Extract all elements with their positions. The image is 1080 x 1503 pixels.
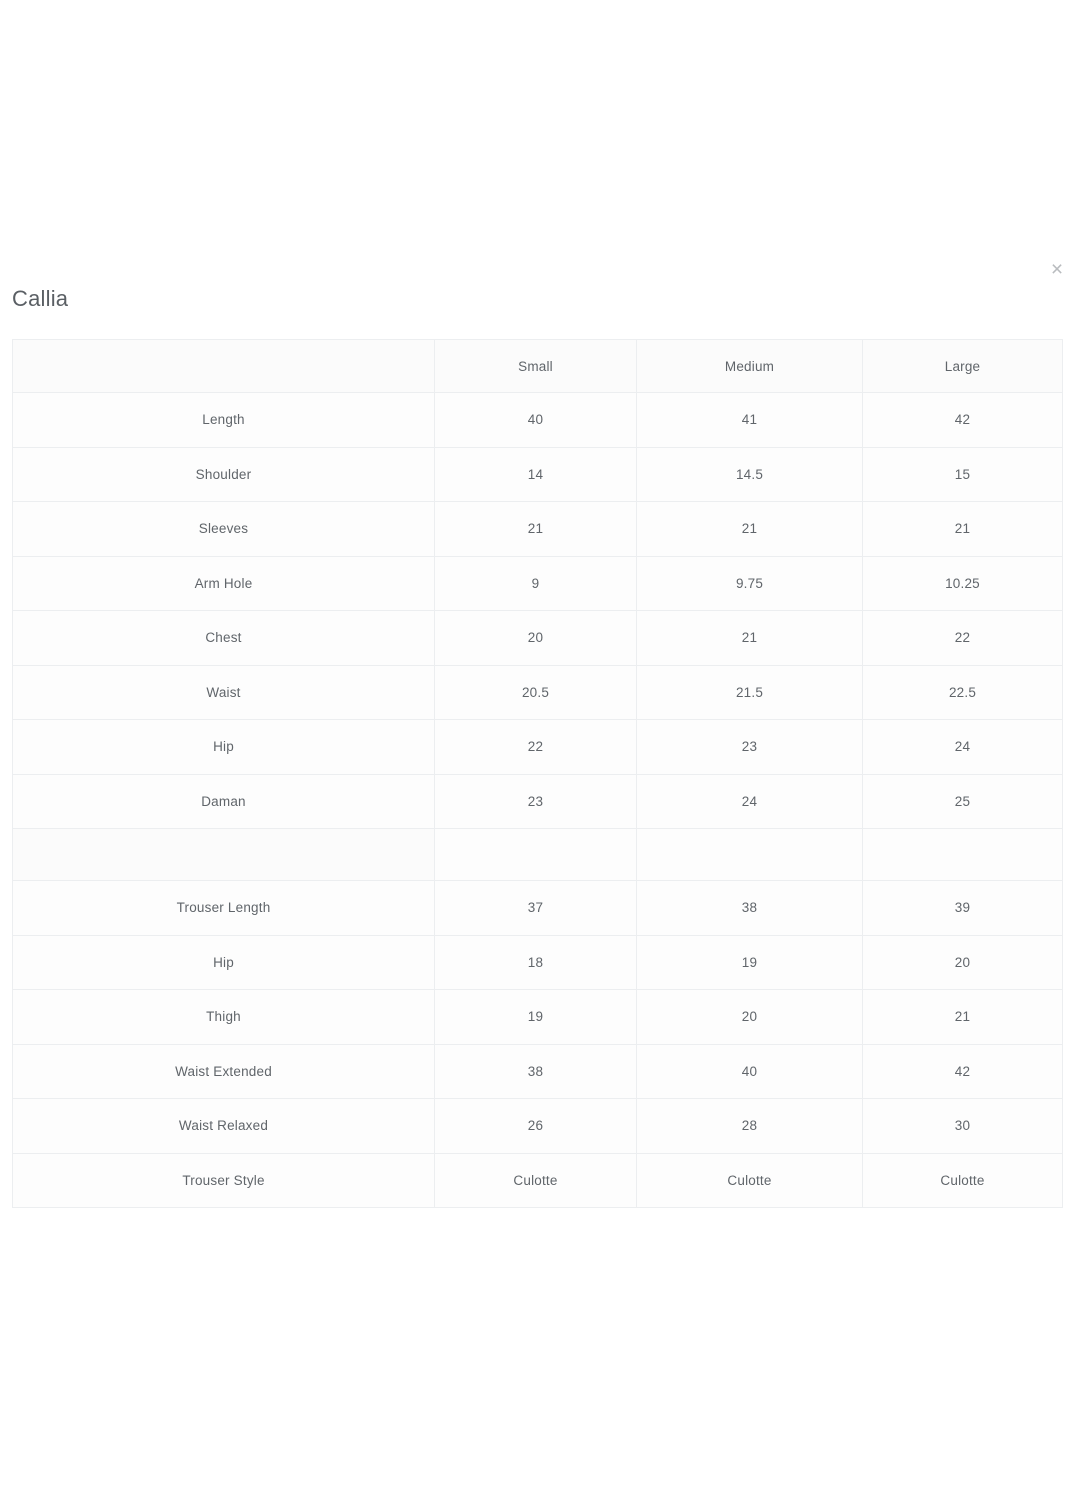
table-row bbox=[13, 1044, 1063, 1099]
row-label: Hip bbox=[13, 935, 435, 990]
cell-large bbox=[863, 829, 1063, 881]
cell-medium bbox=[637, 829, 863, 881]
cell-medium: 19 bbox=[637, 935, 863, 990]
table-row bbox=[13, 1153, 1063, 1208]
cell-medium: 41 bbox=[637, 393, 863, 448]
cell-large: 39 bbox=[863, 881, 1063, 936]
cell-medium: 21.5 bbox=[637, 665, 863, 720]
cell-large: 15 bbox=[863, 447, 1063, 502]
cell-small: 22 bbox=[435, 720, 637, 775]
row-label: Waist bbox=[13, 665, 435, 720]
table-row bbox=[13, 881, 1063, 936]
cell-medium: 24 bbox=[637, 774, 863, 829]
row-label bbox=[13, 829, 435, 881]
row-label: Sleeves bbox=[13, 502, 435, 557]
cell-large: 30 bbox=[863, 1099, 1063, 1154]
cell-medium: 14.5 bbox=[637, 447, 863, 502]
row-label: Waist Extended bbox=[13, 1044, 435, 1099]
row-label: Chest bbox=[13, 611, 435, 666]
table-row bbox=[13, 447, 1063, 502]
table-row bbox=[13, 1099, 1063, 1154]
cell-large: 25 bbox=[863, 774, 1063, 829]
cell-small: 20 bbox=[435, 611, 637, 666]
cell-large: 10.25 bbox=[863, 556, 1063, 611]
cell-small bbox=[435, 829, 637, 881]
row-label: Trouser Style bbox=[13, 1153, 435, 1208]
cell-medium: 21 bbox=[637, 611, 863, 666]
cell-medium: Culotte bbox=[637, 1153, 863, 1208]
cell-small: 14 bbox=[435, 447, 637, 502]
table-row-spacer bbox=[13, 829, 1063, 881]
cell-medium: 20 bbox=[637, 990, 863, 1045]
page-title: Callia bbox=[12, 286, 69, 311]
row-label: Trouser Length bbox=[13, 881, 435, 936]
column-header-medium: Medium bbox=[637, 340, 863, 393]
close-icon[interactable]: × bbox=[1042, 255, 1072, 285]
table-header bbox=[13, 340, 1063, 393]
column-header-measurement bbox=[13, 340, 435, 393]
row-label: Waist Relaxed bbox=[13, 1099, 435, 1154]
cell-small: 19 bbox=[435, 990, 637, 1045]
table-row bbox=[13, 611, 1063, 666]
cell-large: 24 bbox=[863, 720, 1063, 775]
cell-medium: 23 bbox=[637, 720, 863, 775]
cell-small: 38 bbox=[435, 1044, 637, 1099]
cell-large: Culotte bbox=[863, 1153, 1063, 1208]
table-body bbox=[13, 393, 1063, 1208]
cell-large: 42 bbox=[863, 1044, 1063, 1099]
size-chart-table bbox=[12, 339, 1063, 1208]
row-label: Hip bbox=[13, 720, 435, 775]
table-row bbox=[13, 556, 1063, 611]
table-row bbox=[13, 502, 1063, 557]
column-header-large: Large bbox=[863, 340, 1063, 393]
cell-large: 22.5 bbox=[863, 665, 1063, 720]
cell-medium: 9.75 bbox=[637, 556, 863, 611]
cell-large: 20 bbox=[863, 935, 1063, 990]
cell-small: 21 bbox=[435, 502, 637, 557]
cell-medium: 40 bbox=[637, 1044, 863, 1099]
cell-medium: 28 bbox=[637, 1099, 863, 1154]
table-row bbox=[13, 935, 1063, 990]
cell-large: 21 bbox=[863, 502, 1063, 557]
table-row bbox=[13, 720, 1063, 775]
row-label: Thigh bbox=[13, 990, 435, 1045]
column-header-small: Small bbox=[435, 340, 637, 393]
cell-small: 37 bbox=[435, 881, 637, 936]
cell-medium: 38 bbox=[637, 881, 863, 936]
cell-small: 18 bbox=[435, 935, 637, 990]
cell-small: 20.5 bbox=[435, 665, 637, 720]
row-label: Shoulder bbox=[13, 447, 435, 502]
table-row bbox=[13, 774, 1063, 829]
cell-medium: 21 bbox=[637, 502, 863, 557]
table-header-row bbox=[13, 340, 1063, 393]
row-label: Length bbox=[13, 393, 435, 448]
cell-large: 22 bbox=[863, 611, 1063, 666]
cell-small: 9 bbox=[435, 556, 637, 611]
cell-small: 23 bbox=[435, 774, 637, 829]
table-row bbox=[13, 990, 1063, 1045]
table-row bbox=[13, 665, 1063, 720]
size-chart-table-wrapper bbox=[12, 339, 1062, 1208]
cell-large: 42 bbox=[863, 393, 1063, 448]
cell-large: 21 bbox=[863, 990, 1063, 1045]
cell-small: 40 bbox=[435, 393, 637, 448]
row-label: Arm Hole bbox=[13, 556, 435, 611]
row-label: Daman bbox=[13, 774, 435, 829]
cell-small: 26 bbox=[435, 1099, 637, 1154]
cell-small: Culotte bbox=[435, 1153, 637, 1208]
table-row bbox=[13, 393, 1063, 448]
